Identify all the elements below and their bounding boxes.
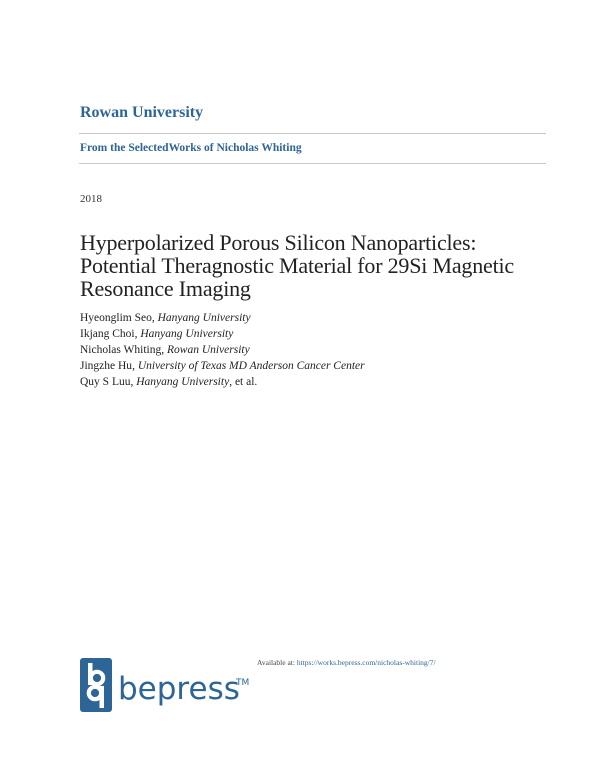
available-label: Available at: — [257, 658, 297, 667]
available-url-link[interactable]: https://works.bepress.com/nicholas-whiting/7/ — [296, 658, 436, 667]
author-entry: Ikjang Choi, Hanyang University — [80, 328, 234, 340]
author-name: Nicholas Whiting — [80, 344, 162, 356]
bepress-mark-icon — [80, 658, 112, 712]
divider-top — [79, 133, 546, 134]
series-link[interactable] — [80, 142, 302, 154]
author-entry: Jingzhe Hu, University of Texas MD Anderson Cancer Center — [80, 360, 365, 372]
author-list — [80, 310, 365, 390]
author-affiliation: Hanyang University — [136, 376, 230, 388]
author-suffix: , et al. — [229, 376, 258, 388]
author-entry: Hyeonglim Seo, Hanyang University — [80, 312, 251, 324]
availability-note — [257, 658, 436, 667]
publication-year: 2018 — [80, 193, 102, 205]
bepress-logo[interactable] — [80, 657, 252, 713]
author-name: Hyeonglim Seo — [80, 312, 152, 324]
author-entry: Quy S Luu, Hanyang University, et al. — [80, 376, 258, 388]
author-affiliation: University of Texas MD Anderson Cancer Center — [137, 360, 365, 372]
institution-name[interactable]: Rowan University — [80, 104, 204, 121]
author-name: Quy S Luu — [80, 376, 131, 388]
author-affiliation: Hanyang University — [140, 328, 234, 340]
logo-wordmark: bepress — [118, 671, 240, 707]
series-prefix: From the SelectedWorks of — [80, 142, 217, 154]
series-person: Nicholas Whiting — [216, 142, 302, 154]
author-name: Jingzhe Hu — [80, 360, 133, 372]
divider-bottom — [79, 163, 546, 164]
logo-trademark: TM — [236, 678, 250, 688]
author-affiliation: Rowan University — [167, 344, 250, 356]
author-entry: Nicholas Whiting, Rowan University — [80, 344, 250, 356]
document-title: Hyperpolarized Porous Silicon Nanoparticles: Potential Theragnostic Material for 29Si Magnetic Resonance Imaging — [80, 230, 514, 301]
author-name: Ikjang Choi — [80, 328, 135, 340]
author-affiliation: Hanyang University — [157, 312, 251, 324]
